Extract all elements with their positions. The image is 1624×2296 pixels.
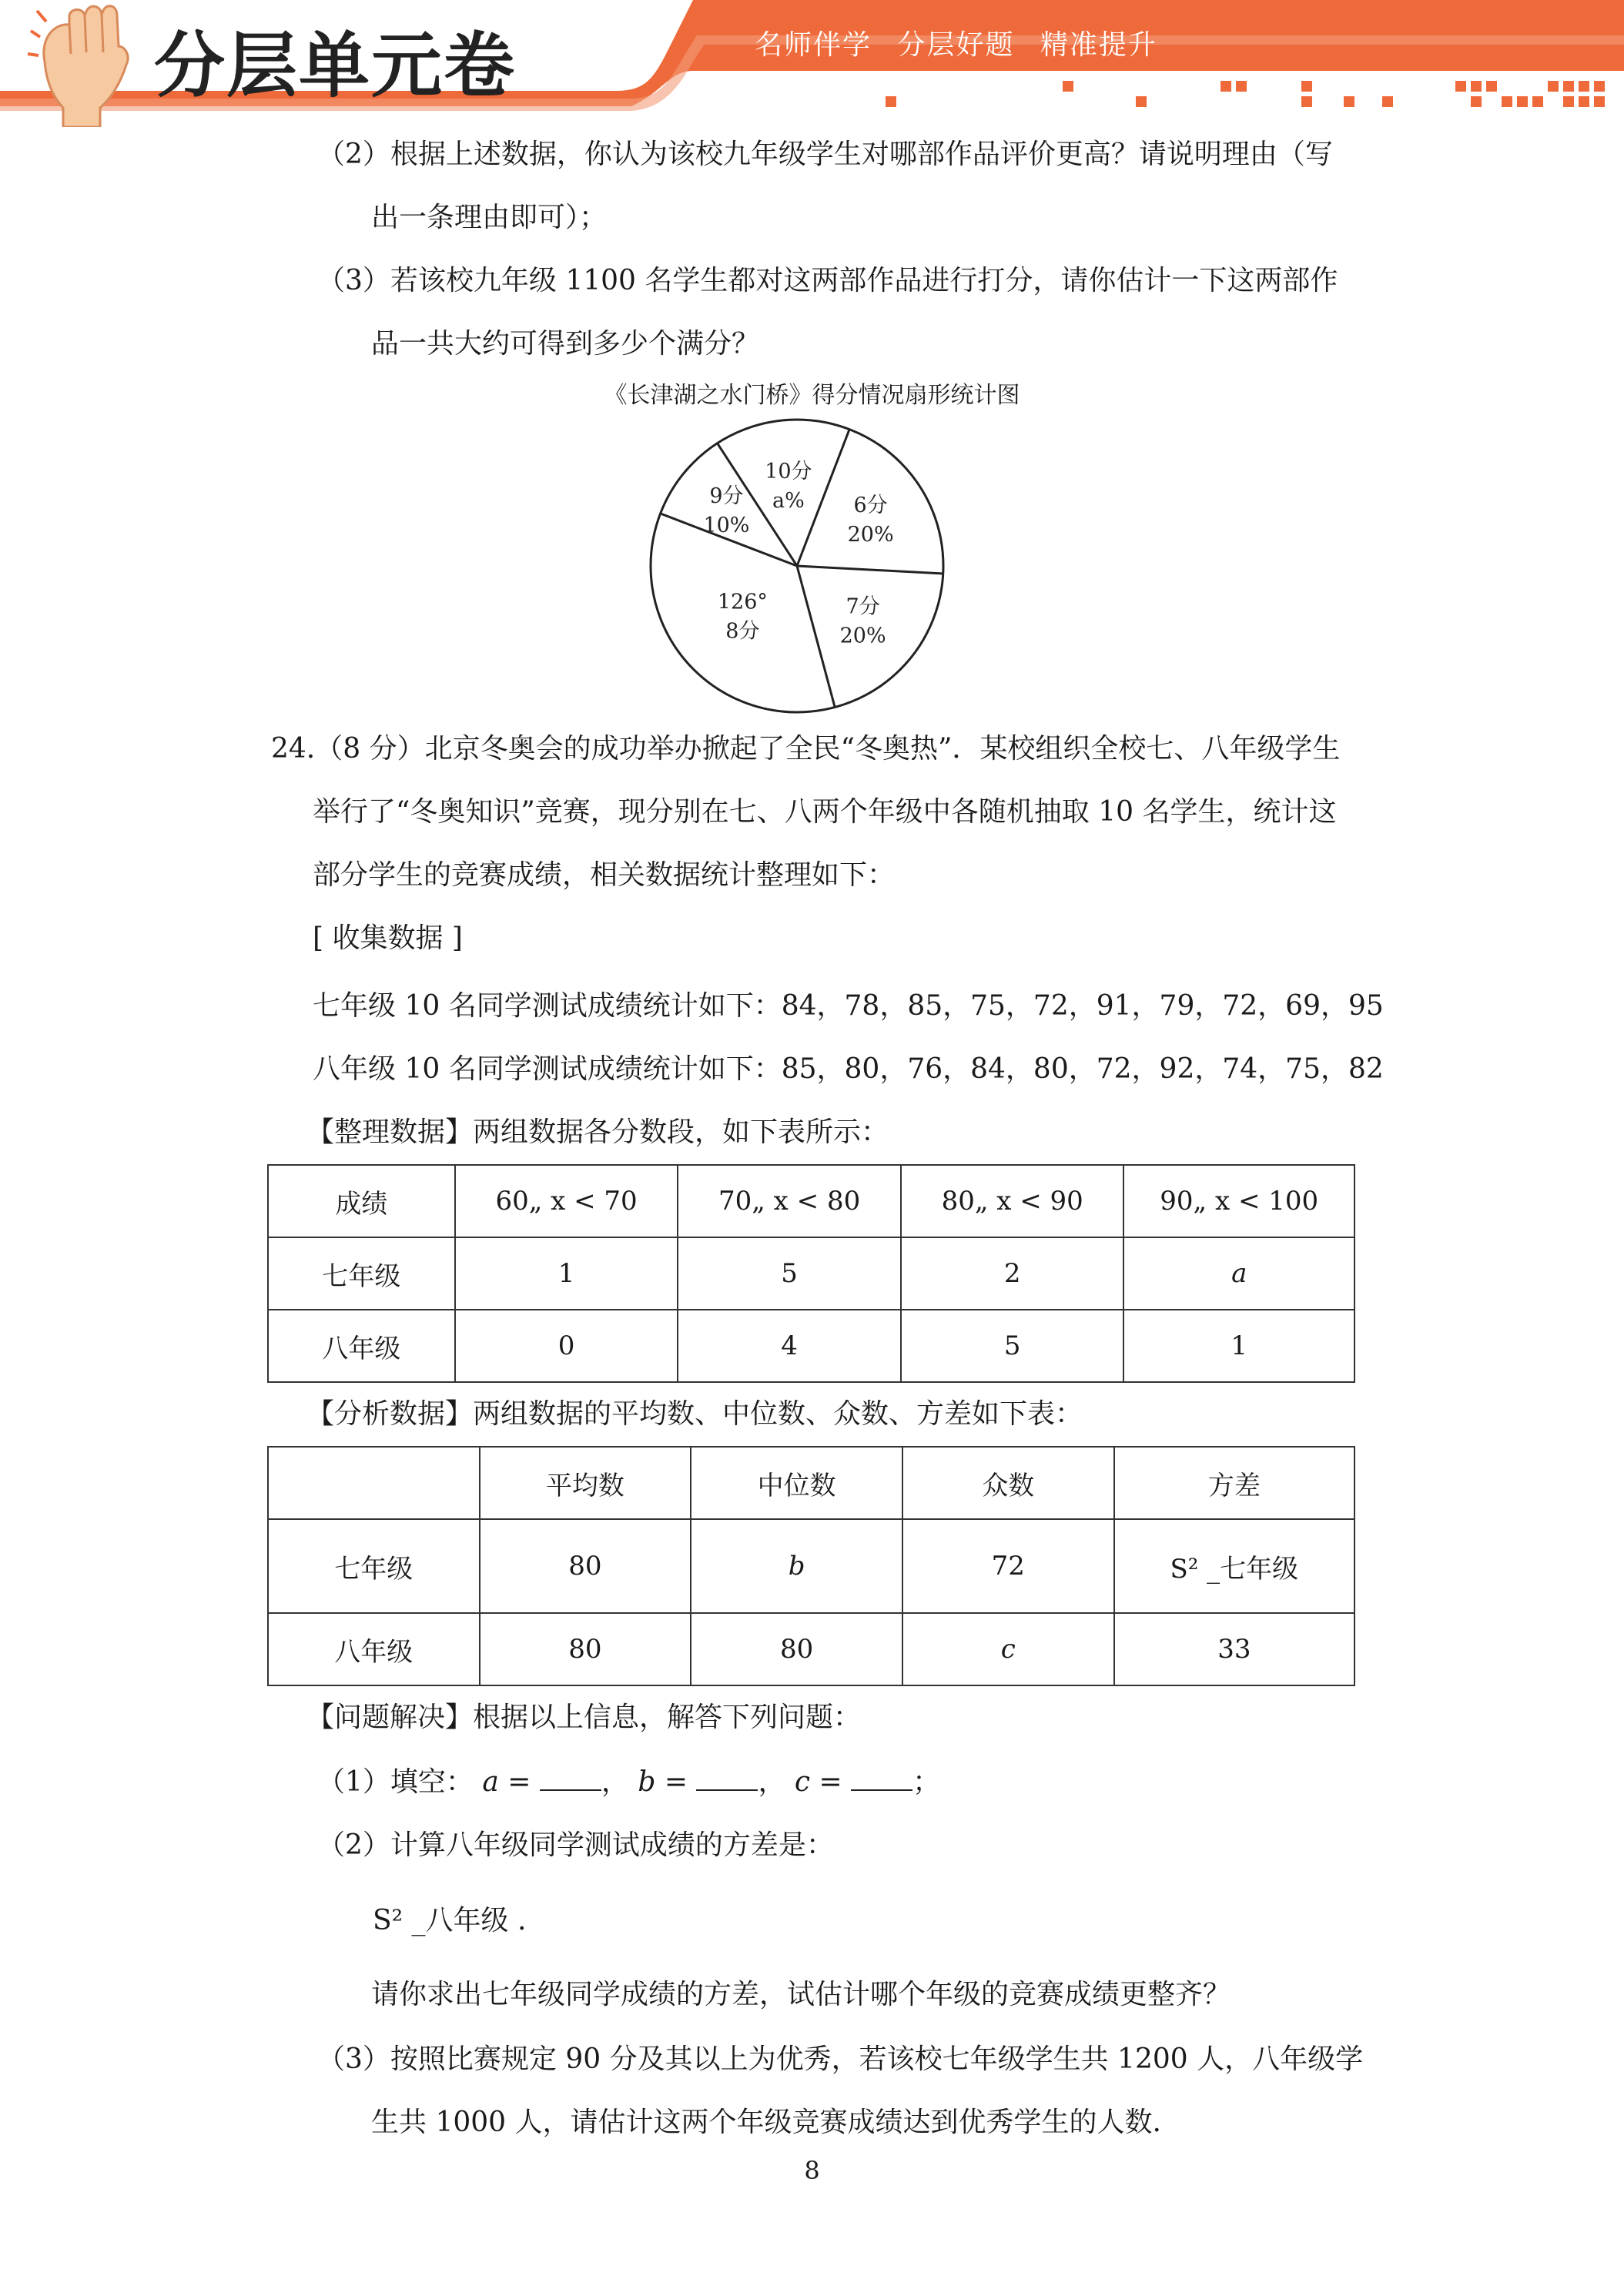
q23-part2-line2: 出一条理由即可）； bbox=[371, 202, 608, 233]
pie-slice-value: 10% bbox=[703, 513, 750, 537]
pie-slice-label: 6分 bbox=[853, 493, 888, 517]
brand-title: 分层单元卷 bbox=[154, 25, 517, 107]
table-cell: 众数 bbox=[902, 1447, 1114, 1519]
collect-data-heading: [ 收集数据 ] bbox=[313, 922, 463, 954]
answer-a-blank[interactable] bbox=[540, 1766, 601, 1791]
q24-part1-label: （1）填空： bbox=[317, 1766, 474, 1798]
table-cell: S² _七年级 bbox=[1114, 1519, 1354, 1613]
pie-slice-divider bbox=[797, 566, 943, 574]
pie-slice-value: 8分 bbox=[725, 619, 760, 644]
pie-slice-label: 10分 bbox=[765, 460, 812, 484]
q23-part2-line1: （2）根据上述数据，你认为该校九年级学生对哪部作品评价更高？请说明理由（写 bbox=[317, 139, 1333, 170]
page-header bbox=[0, 0, 1624, 123]
table-cell: 90„ x < 100 bbox=[1123, 1165, 1354, 1237]
table-cell: 72 bbox=[902, 1519, 1114, 1613]
table-cell: 5 bbox=[678, 1237, 901, 1310]
solve-heading: 【问题解决】根据以上信息，解答下列问题： bbox=[306, 1702, 862, 1733]
table-cell: 80 bbox=[691, 1613, 902, 1685]
grade8-scores: 八年级 10 名同学测试成绩统计如下：85，80，76，84，80，72，92，74，75，82 bbox=[313, 1053, 1384, 1085]
table-cell: 2 bbox=[901, 1237, 1124, 1310]
analyze-data-heading: 【分析数据】两组数据的平均数、中位数、众数、方差如下表： bbox=[306, 1398, 1083, 1430]
q24-part3-line1: （3）按照比赛规定 90 分及其以上为优秀，若该校七年级学生共 1200 人，八年级学 bbox=[317, 2043, 1364, 2075]
table-header-row bbox=[268, 1447, 1354, 1519]
q24-part1: （1）填空： a = ， b = ， c = ； bbox=[317, 1766, 941, 1798]
score-range-table bbox=[267, 1164, 1355, 1383]
answer-c-blank[interactable] bbox=[851, 1766, 912, 1791]
q23-part3-line2: 品一共大约可得到多少个满分？ bbox=[371, 328, 760, 360]
table-cell: 5 bbox=[901, 1310, 1124, 1382]
pie-chart bbox=[631, 408, 970, 731]
q24-part3-line2: 生共 1000 人，请估计这两个年级竞赛成绩达到优秀学生的人数. bbox=[371, 2107, 1161, 2138]
table-cell: 33 bbox=[1114, 1613, 1354, 1685]
statistics-table bbox=[267, 1446, 1355, 1686]
table-cell: 70„ x < 80 bbox=[678, 1165, 901, 1237]
table-cell: 七年级 bbox=[268, 1237, 455, 1310]
table-cell: 中位数 bbox=[691, 1447, 902, 1519]
pie-slice-value: a% bbox=[772, 489, 805, 514]
q23-part3-line1: （3）若该校九年级 1100 名学生都对这两部作品进行打分，请你估计一下这两部作 bbox=[317, 265, 1338, 296]
table-header-row bbox=[268, 1165, 1354, 1237]
pie-slice-value: 20% bbox=[847, 522, 894, 547]
table-cell: 1 bbox=[455, 1237, 678, 1310]
table-cell: 80 bbox=[480, 1613, 691, 1685]
organize-data-heading: 【整理数据】两组数据各分数段，如下表所示： bbox=[306, 1116, 889, 1148]
pie-chart-caption: 《长津湖之水门桥》得分情况扇形统计图 bbox=[604, 382, 1020, 409]
table-cell: 80 bbox=[480, 1519, 691, 1613]
table-cell: 1 bbox=[1123, 1310, 1354, 1382]
table-cell: 80„ x < 90 bbox=[901, 1165, 1124, 1237]
pie-slice-label: 9分 bbox=[709, 484, 744, 508]
pie-slice-divider bbox=[797, 430, 849, 566]
q24-line3: 部分学生的竞赛成绩，相关数据统计整理如下： bbox=[313, 859, 896, 891]
table-cell: 八年级 bbox=[268, 1310, 455, 1382]
pie-slice-label: 7分 bbox=[845, 594, 880, 619]
q24-part2: （2）计算八年级同学测试成绩的方差是： bbox=[317, 1829, 834, 1861]
variance-grade8-formula: S² _八年级 . bbox=[373, 1905, 527, 1936]
table-cell: 4 bbox=[678, 1310, 901, 1382]
answer-b-label: b = bbox=[638, 1766, 688, 1798]
table-cell: 八年级 bbox=[268, 1613, 480, 1685]
answer-c-label: c = bbox=[794, 1766, 842, 1798]
page-number: 8 bbox=[804, 2156, 820, 2185]
table-cell bbox=[268, 1447, 480, 1519]
pie-slice-value: 20% bbox=[839, 624, 886, 648]
table-row bbox=[268, 1237, 1354, 1310]
grade7-scores: 七年级 10 名同学测试成绩统计如下：84，78，85，75，72，91，79，72，69，95 bbox=[313, 990, 1384, 1022]
table-cell: 60„ x < 70 bbox=[455, 1165, 678, 1237]
q24-line2: 举行了“冬奥知识”竞赛，现分别在七、八两个年级中各随机抽取 10 名学生，统计这 bbox=[313, 796, 1337, 828]
table-cell: 平均数 bbox=[480, 1447, 691, 1519]
table-row bbox=[268, 1310, 1354, 1382]
answer-a-label: a = bbox=[482, 1766, 531, 1798]
table-cell: c bbox=[902, 1613, 1114, 1685]
table-cell: a bbox=[1123, 1237, 1354, 1310]
table-cell: 成绩 bbox=[268, 1165, 455, 1237]
table-row bbox=[268, 1519, 1354, 1613]
pie-slice-label: 126° bbox=[717, 590, 768, 614]
header-slogan: 名师伴学 分层好题 精准提升 bbox=[755, 29, 1157, 61]
q24-part2-question: 请你求出七年级同学成绩的方差，试估计哪个年级的竞赛成绩更整齐？ bbox=[371, 1979, 1231, 2010]
table-cell: 0 bbox=[455, 1310, 678, 1382]
table-row bbox=[268, 1613, 1354, 1685]
answer-b-blank[interactable] bbox=[696, 1766, 758, 1791]
table-cell: 方差 bbox=[1114, 1447, 1354, 1519]
q24-line1: 24.（8 分）北京冬奥会的成功举办掀起了全民“冬奥热”．某校组织全校七、八年级学生 bbox=[271, 733, 1341, 765]
table-cell: b bbox=[691, 1519, 902, 1613]
pie-slice-divider bbox=[797, 566, 835, 708]
fist-logo-icon bbox=[23, 0, 139, 127]
table-cell: 七年级 bbox=[268, 1519, 480, 1613]
